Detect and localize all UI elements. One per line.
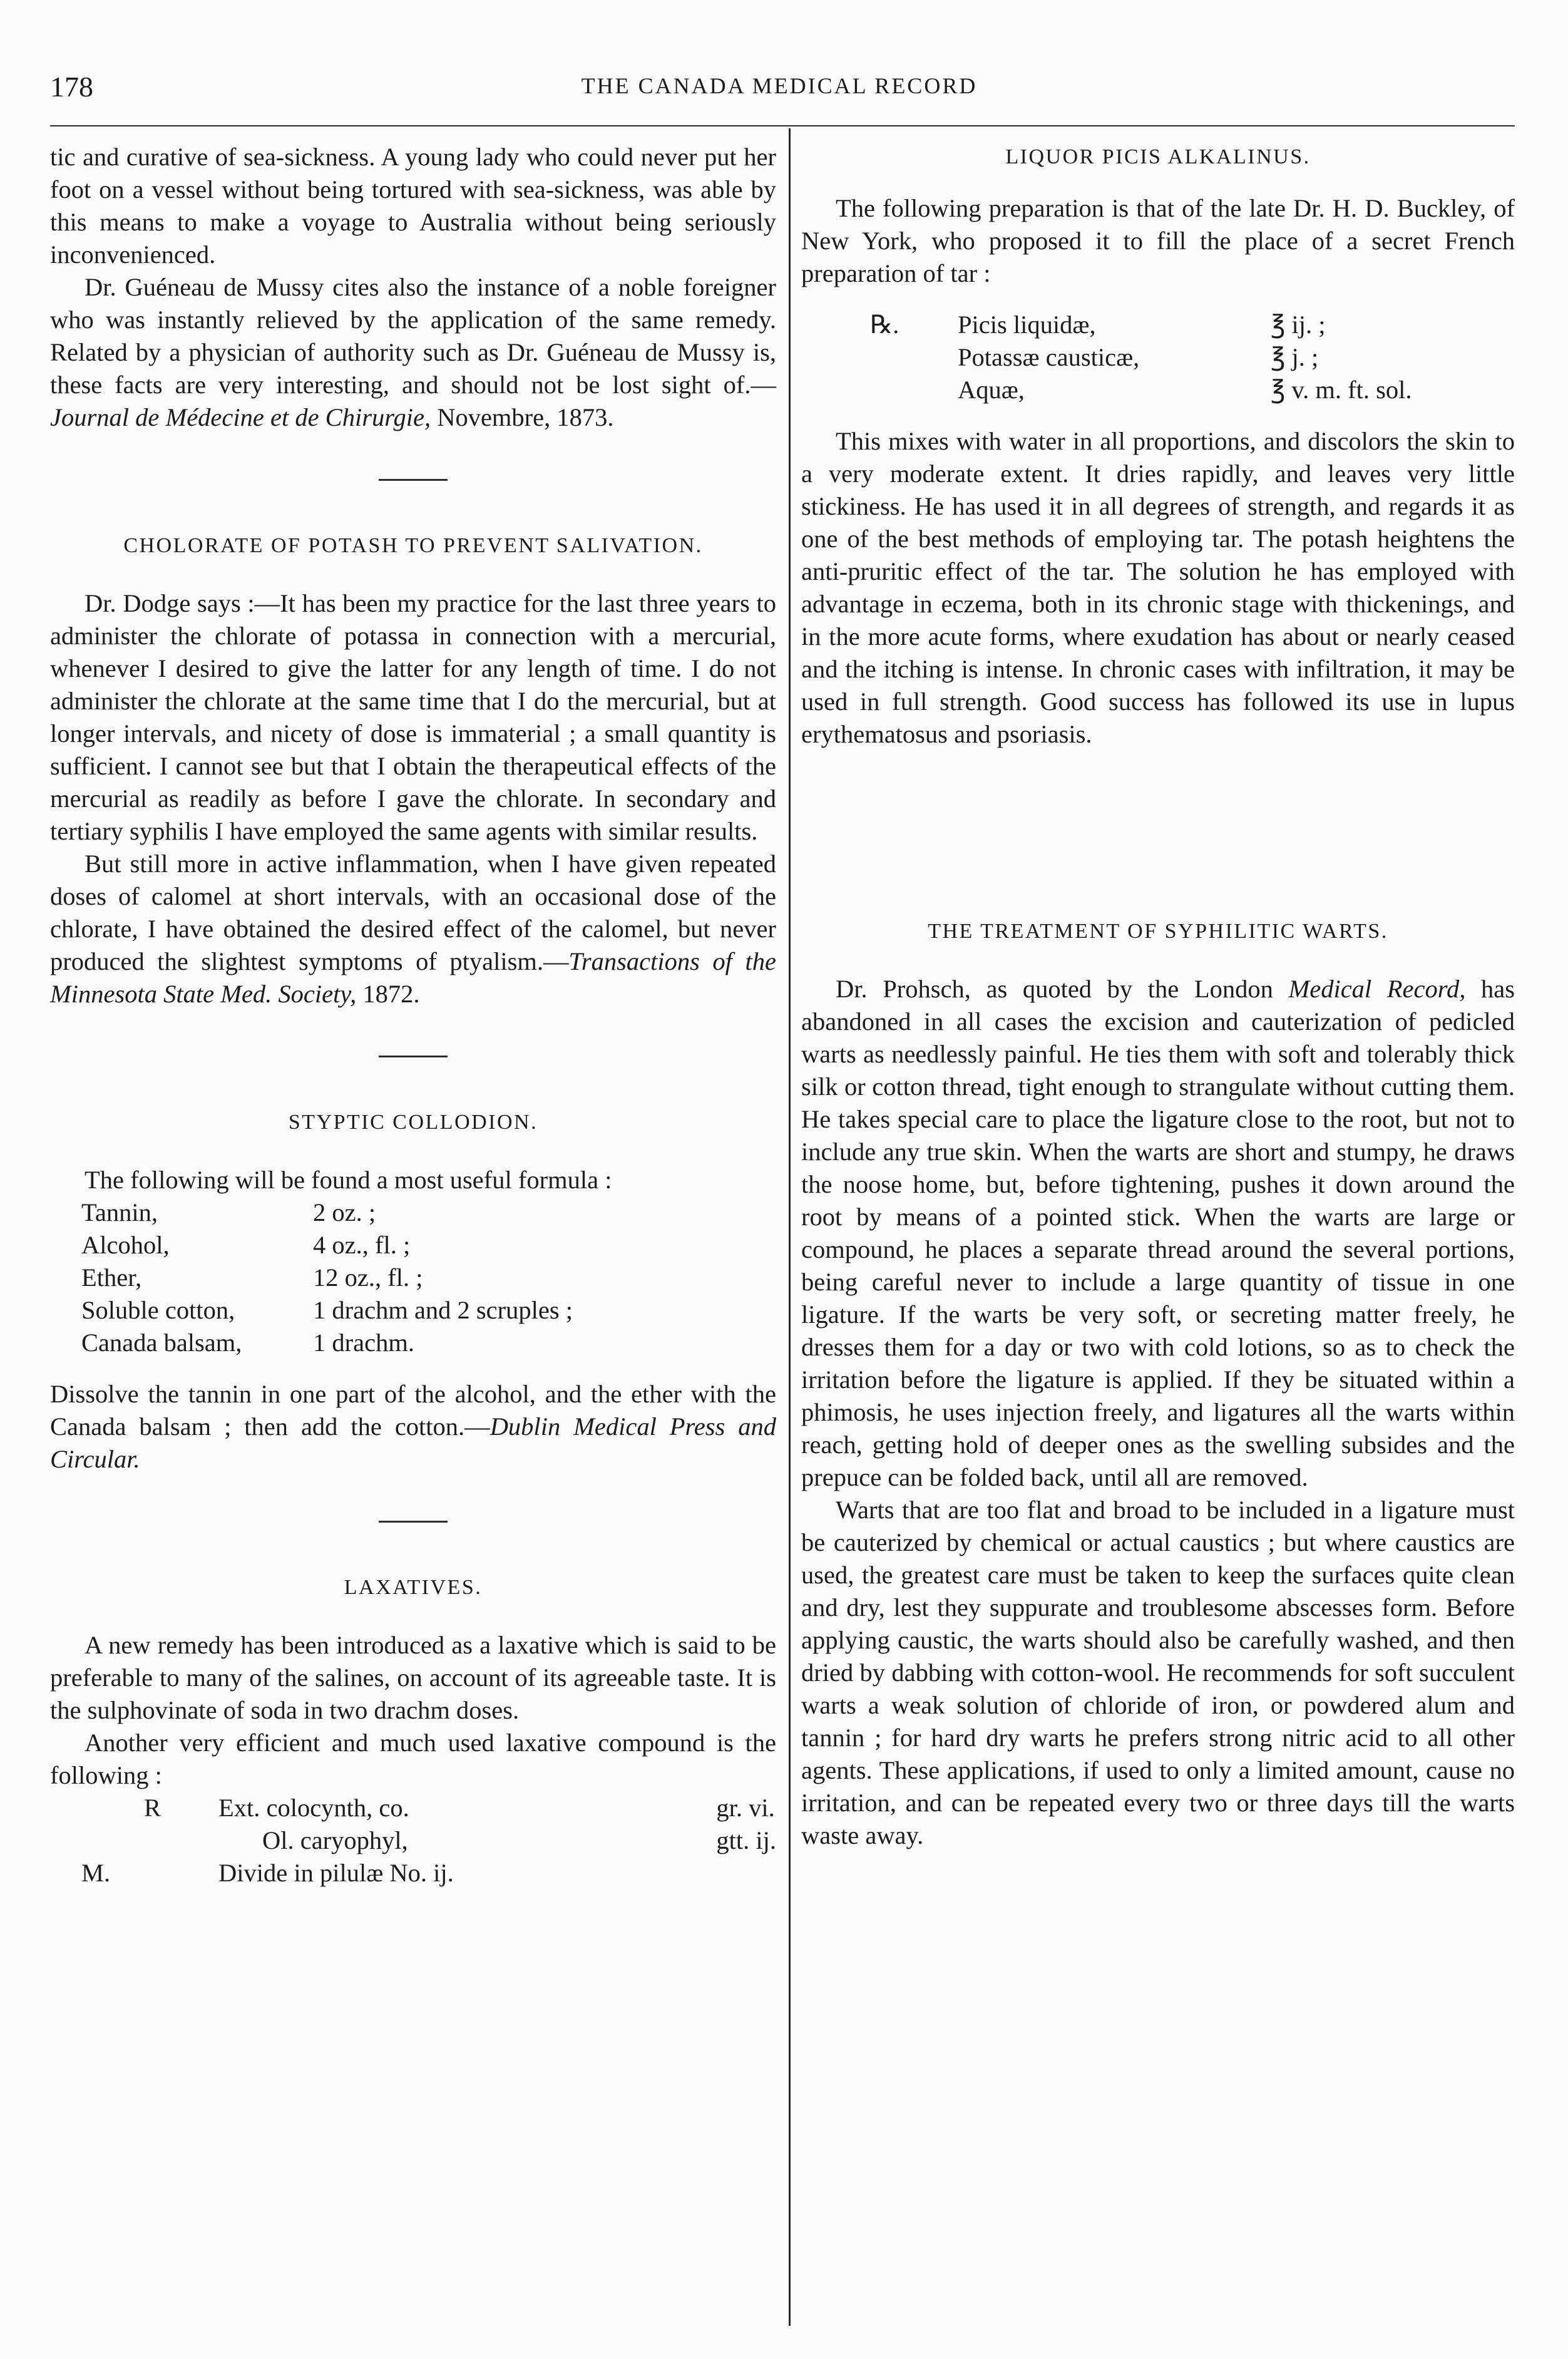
section-title-warts: THE TREATMENT OF SYPHILITIC WARTS. <box>928 920 1388 943</box>
recipe-row <box>50 1792 776 1824</box>
laxatives-paragraph-2: Another very efficient and much used laxative compound is the following : <box>50 1729 776 1789</box>
chlorate-paragraph-1: Dr. Dodge says :—It has been my practice for the last three years to administer the chlorate of potassa in connection with a mercurial, whenever I desired to give the latter for any length of time. I do not administer the chlorate at the same time that I do the mercurial, but at longer intervals, and nicety of dose is immaterial ; a small quantity is sufficient. I cannot see but that I obtain the therapeutical effects of the mercurial as readily as before I gave the chlorate. In secondary and tertiary syphilis I have employed the same agents with similar results. <box>50 589 776 845</box>
section-title-chlorate: CHOLORATE OF POTASH TO PREVENT SALIVATION. <box>123 534 703 557</box>
paragraph-text: Dissolve the tannin in one part of the alcohol, and the ether with the Canada balsam ; then add the cotton.— <box>50 1380 776 1441</box>
recipe-amount: 1 drachm and 2 scruples ; <box>313 1296 573 1324</box>
recipe-symbol: R <box>144 1794 161 1822</box>
section-title-styptic: STYPTIC COLLODION. <box>288 1111 538 1134</box>
picis-intro: The following preparation is that of the late Dr. H. D. Buckley, of New York, who proposed it to fill the place of a secret French preparation of tar : <box>801 194 1515 287</box>
recipe-ingredient: Divide in pilulæ No. ij. <box>218 1859 454 1887</box>
right-column <box>801 141 1515 1852</box>
recipe-symbol: M. <box>81 1859 111 1887</box>
chlorate-paragraph-2 <box>50 848 776 1010</box>
recipe-amount: ℥ ij. ; <box>1271 311 1326 339</box>
section-title-laxatives: LAXATIVES. <box>344 1576 483 1599</box>
recipe-ingredient: Potassæ causticæ, <box>958 343 1140 371</box>
recipe-row <box>50 1824 776 1857</box>
page-number: 178 <box>50 71 93 103</box>
recipe-row <box>81 1262 573 1294</box>
warts-paragraph-1 <box>801 973 1515 1494</box>
recipe-symbol <box>870 341 958 374</box>
running-header <box>50 70 1509 108</box>
recipe-row <box>870 341 1412 374</box>
recipe-row <box>81 1229 573 1262</box>
picis-recipe-table <box>870 309 1412 406</box>
recipe-amount: 1 drachm. <box>313 1329 414 1357</box>
recipe-amount <box>716 1857 776 1889</box>
recipe-symbol <box>50 1824 218 1857</box>
source-date: Novembre, 1873. <box>431 403 614 431</box>
recipe-ingredient: Ext. colocynth, co. <box>218 1794 409 1822</box>
paragraph-text: Dr. Guéneau de Mussy cites also the instance of a noble foreigner who was instantly relieved by the application of the same remedy. Related by a physician of authority such as Dr. Guéneau de Mussy is, these facts are very interesting, and should not be lost sight of.— <box>50 273 776 399</box>
mussy-paragraph <box>50 271 776 434</box>
recipe-amount: ℥ j. ; <box>1271 343 1319 371</box>
laxatives-paragraph-1: A new remedy has been introduced as a laxative which is said to be preferable to many of the salines, on account of its agreeable taste. It is the sulphovinate of soda in two drachm doses. <box>50 1631 776 1724</box>
source-citation: Medical Record, <box>1288 975 1466 1003</box>
recipe-ingredient: Ol. caryophyl, <box>262 1826 408 1854</box>
recipe-row <box>50 1857 776 1889</box>
styptic-closing <box>50 1378 776 1476</box>
recipe-ingredient: Ether, <box>81 1263 142 1292</box>
left-column <box>50 141 776 1889</box>
journal-title: THE CANADA MEDICAL RECORD <box>581 73 978 98</box>
recipe-amount: 4 oz., fl. ; <box>313 1231 411 1259</box>
column-divider <box>789 128 791 2326</box>
recipe-ingredient: Tannin, <box>81 1198 158 1226</box>
recipe-amount: gtt. ij. <box>716 1826 776 1854</box>
source-year: 1872. <box>356 980 420 1008</box>
recipe-row <box>870 374 1412 406</box>
recipe-ingredient: Aquæ, <box>958 376 1025 404</box>
recipe-amount: 12 oz., fl. ; <box>313 1263 423 1292</box>
source-citation: Dublin Medical Press and Circular. <box>50 1412 776 1473</box>
recipe-ingredient: Soluble cotton, <box>81 1296 235 1324</box>
picis-paragraph: This mixes with water in all proportions, and discolors the skin to a very moderate extent. It dries rapidly, and leaves very little stickiness. He has used it in all degrees of strength, and regards it as one of the best methods of employing tar. The potash heightens the anti-pruritic effect of the tar. The solution he has employed with advantage in eczema, both in its chronic stage with thickenings, and in the more acute forms, where exudation has about or nearly ceased and the itching is intense. In chronic cases with infiltration, it may be used in full strength. Good success has followed its use in lupus erythematosus and psoriasis. <box>801 427 1515 748</box>
paragraph-text: But still more in active inflammation, when I have given repeated doses of calomel at short intervals, with an occasional dose of the chlorate, I have obtained the desired effect of the calomel, but never produced the slightest symptoms of ptyalism.— <box>50 850 776 975</box>
recipe-amount: gr. vi. <box>716 1794 775 1822</box>
styptic-recipe-table <box>81 1196 573 1359</box>
section-title-picis: LIQUOR PICIS ALKALINUS. <box>1005 145 1311 168</box>
recipe-symbol: ℞. <box>870 311 899 339</box>
continued-paragraph: tic and curative of sea-sickness. A young lady who could never put her foot on a vessel without being tortured with sea-sickness, was able by this means to make a voyage to Australia without being seriously inconvenienced. <box>50 143 776 269</box>
section-separator <box>379 1056 448 1057</box>
recipe-symbol <box>870 374 958 406</box>
paragraph-text: has abandoned in all cases the excision and cauterization of pedicled warts as needlessly painful. He ties them with soft and tolerably thick silk or cotton thread, tight enough to strangulate without cutting them. He takes special care to place the ligature close to the root, but not to include any true skin. When the warts are short and stumpy, he draws the noose home, but, before tightening, pushes it down around the root by means of a pointed stick. When the warts are large or compound, he places a separate thread around the several portions, being careful never to include a large quantity of tissue in one ligature. If the warts be very soft, or secreting matter freely, he dresses them for a day or two with cold lotions, so as to check the irritation before the ligature is applied. If they be situated within a phimosis, he uses injection freely, and ligatures all the warts within reach, getting hold of deeper ones as the swelling subsides and the prepuce can be folded back, until all are removed. <box>801 975 1515 1491</box>
recipe-ingredient: Canada balsam, <box>81 1329 242 1357</box>
warts-paragraph-2: Warts that are too flat and broad to be included in a ligature must be cauterized by chemical or actual caustics ; but where caustics are used, the greatest care must be taken to keep the surfaces quite clean and dry, lest they suppurate and troublesome abscesses form. Before applying caustic, the warts should also be carefully washed, and then dried by dabbing with cotton-wool. He recommends for soft succulent warts a weak solution of chloride of iron, or powdered alum and tannin ; for hard dry warts he prefers strong nitric acid to all other agents. These applications, if used to only a limited amount, cause no irritation, and can be repeated every two or three days till the warts waste away. <box>801 1496 1515 1849</box>
recipe-amount: ℥ v. m. ft. sol. <box>1271 376 1412 404</box>
recipe-amount: 2 oz. ; <box>313 1198 376 1226</box>
recipe-ingredient: Picis liquidæ, <box>958 311 1096 339</box>
section-gap <box>1124 826 1192 828</box>
recipe-ingredient: Alcohol, <box>81 1231 170 1259</box>
source-citation: Transactions of the Minnesota State Med. Society, <box>50 947 776 1008</box>
recipe-row <box>81 1327 573 1359</box>
section-separator <box>379 1521 448 1523</box>
recipe-row <box>81 1196 573 1229</box>
header-rule <box>50 125 1515 126</box>
source-citation: Journal de Médecine et de Chirurgie, <box>50 403 431 431</box>
recipe-row <box>870 309 1412 341</box>
recipe-row <box>81 1294 573 1327</box>
section-separator <box>379 479 448 481</box>
laxative-recipe-table <box>50 1792 776 1889</box>
styptic-intro: The following will be found a most useful formula : <box>85 1166 612 1194</box>
paragraph-text: Dr. Prohsch, as quoted by the London <box>836 975 1289 1003</box>
